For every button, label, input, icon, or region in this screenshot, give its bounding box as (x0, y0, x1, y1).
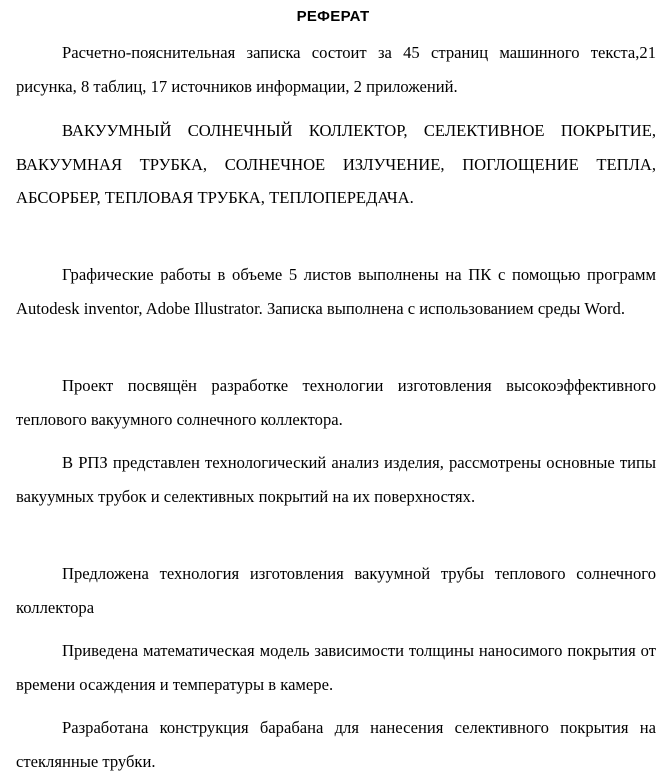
paragraph-volume: Расчетно-пояснительная записка состоит за 45 страниц машинного текста,21 рисунка, 8 таблиц, 17 источников информации, 2 приложений. (16, 43, 656, 96)
paragraph-keywords: ВАКУУМНЫЙ СОЛНЕЧНЫЙ КОЛЛЕКТОР, СЕЛЕКТИВНОЕ ПОКРЫТИЕ, ВАКУУМНАЯ ТРУБКА, СОЛНЕЧНОЕ ИЗЛУЧЕНИЕ, ПОГЛОЩЕНИЕ ТЕПЛА, АБСОРБЕР, ТЕПЛОВАЯ ТРУБКА, ТЕПЛОПЕРЕДАЧА. (16, 121, 656, 207)
paragraph-model: Приведена математическая модель зависимости толщины наносимого покрытия от времени осаждения и температуры в камере. (16, 641, 656, 694)
paragraph-project: Проект посвящён разработке технологии изготовления высокоэффективного теплового вакуумного солнечного коллектора. (16, 376, 656, 429)
paragraph-technology: Предложена технология изготовления вакуумной трубы теплового солнечного коллектора (16, 564, 656, 617)
page-title: РЕФЕРАТ (296, 8, 370, 25)
paragraph-drum: Разработана конструкция барабана для нанесения селективного покрытия на стеклянные трубки. (16, 718, 656, 771)
paragraph-analysis: В РПЗ представлен технологический анализ изделия, рассмотрены основные типы вакуумных трубок и селективных покрытий на их поверхностях. (16, 453, 656, 506)
paragraph-graphics: Графические работы в объеме 5 листов выполнены на ПК с помощью программ Autodesk inventor, Adobe Illustrator. Записка выполнена с использованием среды Word. (16, 265, 656, 318)
